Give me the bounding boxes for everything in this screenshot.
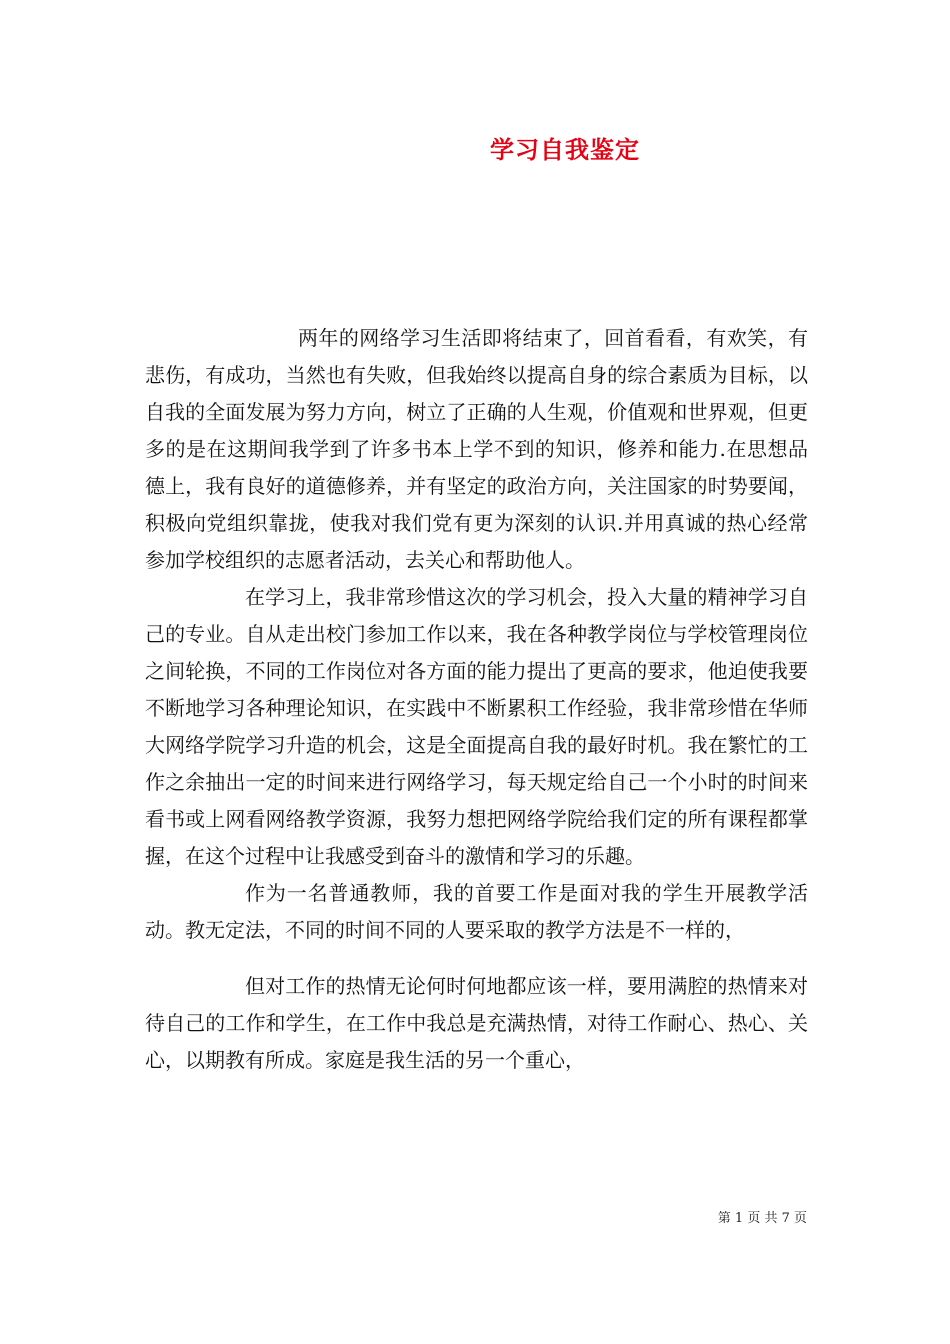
document-body xyxy=(145,320,808,1079)
page-footer: 第 1 页 共 7 页 xyxy=(717,1211,807,1226)
document-title: 学习自我鉴定 xyxy=(490,135,640,164)
paragraph-2: 在学习上，我非常珍惜这次的学习机会，投入大量的精神学习自己的专业。自从走出校门参加工作以来，我在各种教学岗位与学校管理岗位之间轮换，不同的工作岗位对各方面的能力提出了更高的要求，他迫使我要不断地学习各种理论知识，在实践中不断累积工作经验，我非常珍惜在华师大网络学院学习升造的机会，这是全面提高自我的最好时机。我在繁忙的工作之余抽出一定的时间来进行网络学习，每天规定给自己一个小时的时间来看书或上网看网络教学资源，我努力想把网络学院给我们定的所有课程都掌握，在这个过程中让我感受到奋斗的激情和学习的乐趣。 xyxy=(145,585,808,868)
paragraph-4: 但对工作的热情无论何时何地都应该一样，要用满腔的热情来对待自己的工作和学生，在工作中我总是充满热情，对待工作耐心、热心、关心，以期教有所成。家庭是我生活的另一个重心， xyxy=(145,974,808,1072)
paragraph-1: 两年的网络学习生活即将结束了，回首看看，有欢笑，有悲伤，有成功，当然也有失败，但我始终以提高自身的综合素质为目标，以自我的全面发展为努力方向，树立了正确的人生观，价值观和世界观，但更多的是在这期间我学到了许多书本上学不到的知识，修养和能力.在思想品德上，我有良好的道德修养，并有坚定的政治方向，关注国家的时势要闻，积极向党组织靠拢，使我对我们党有更为深刻的认识.并用真诚的热心经常参加学校组织的志愿者活动，去关心和帮助他人。 xyxy=(145,326,808,572)
paragraph-3: 作为一名普通教师，我的首要工作是面对我的学生开展教学活动。教无定法，不同的时间不同的人要采取的教学方法是不一样的， xyxy=(145,881,808,942)
